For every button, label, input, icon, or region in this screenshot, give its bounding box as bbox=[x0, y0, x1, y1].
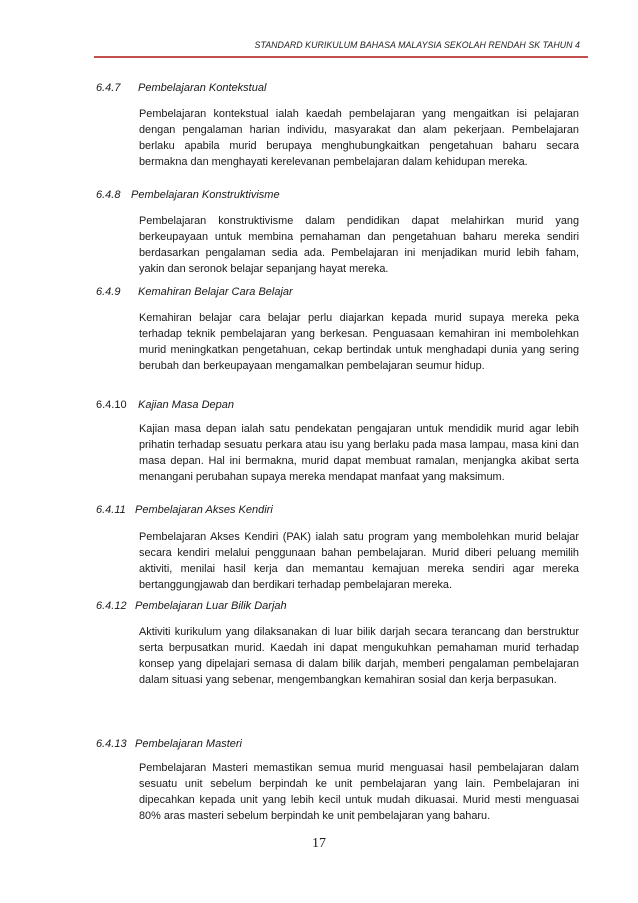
section-body: Pembelajaran Masteri memastikan semua murid menguasai hasil pembelajaran dalam sesuatu unit sebelum berpindah ke unit pembelajaran yang lain. Pembelajaran ini dipecahkan kepada unit yang lebih kecil untuk mudah dikuasai. Murid mesti menguasai 80% aras masteri sebelum berpindah ke unit pembelajaran yang baharu. bbox=[139, 762, 579, 823]
section-number: 6.4.7 bbox=[96, 82, 121, 94]
section-body: Pembelajaran Akses Kendiri (PAK) ialah satu program yang membolehkan murid belajar secara kendiri melalui penggunaan bahan pembelajaran. Murid diberi peluang memilih aktiviti, menilai hasil kerja dan memantau kemajuan mereka sendiri agar mereka bertanggungjawab dan berdikari terhadap pembelajaran mereka. bbox=[139, 531, 579, 592]
section-title: Pembelajaran Masteri bbox=[135, 738, 242, 750]
section-body: Pembelajaran konstruktivisme dalam pendidikan dapat melahirkan murid yang berkeupayaan untuk membina pemahaman dan pengetahuan baharu mereka sendiri berdasarkan pengalaman sedia ada. Pembelajaran ini menjadikan murid lebih faham, yakin dan seronok belajar sepanjang hayat mereka. bbox=[139, 215, 579, 276]
section-title: Pembelajaran Akses Kendiri bbox=[135, 504, 273, 516]
section-heading bbox=[96, 600, 287, 612]
section-body: Aktiviti kurikulum yang dilaksanakan di luar bilik darjah secara terancang dan berstruktur serta berpusatkan murid. Kaedah ini dapat mengukuhkan pemahaman murid terhadap konsep yang dipelajari semasa di dalam bilik darjah, memberi pengalaman pembelajaran dalam situasi yang sebenar, mengembangkan kemahiran sosial dan kerja berpasukan. bbox=[139, 626, 579, 687]
section-heading bbox=[96, 504, 273, 516]
section-heading bbox=[96, 399, 234, 411]
section-heading bbox=[96, 738, 242, 750]
section-number: 6.4.8 bbox=[96, 189, 121, 201]
section-number: 6.4.11 bbox=[96, 504, 126, 516]
section-title: Pembelajaran Konstruktivisme bbox=[131, 189, 280, 201]
section-body: Kajian masa depan ialah satu pendekatan pengajaran untuk mendidik murid agar lebih prihatin terhadap sesuatu perkara atau isu yang berlaku pada masa lampau, masa kini dan masa depan. Hal ini bermakna, murid dapat membuat ramalan, menjangka akibat serta menangani perubahan supaya mereka mendapat manfaat yang maksimum. bbox=[139, 423, 579, 484]
running-header: STANDARD KURIKULUM BAHASA MALAYSIA SEKOLAH RENDAH SK TAHUN 4 bbox=[254, 40, 580, 50]
section-body: Kemahiran belajar cara belajar perlu diajarkan kepada murid supaya mereka peka terhadap teknik pembelajaran yang berkesan. Penguasaan kemahiran ini membolehkan murid meningkatkan pengetahuan, cekap bertindak untuk menghadapi dunia yang sering berubah dan berkeupayaan mengamalkan pembelajaran seumur hidup. bbox=[139, 312, 579, 373]
section-heading bbox=[96, 82, 266, 94]
page-number: 17 bbox=[312, 836, 326, 851]
section-heading bbox=[96, 286, 293, 298]
section-heading bbox=[96, 189, 280, 201]
section-number: 6.4.12 bbox=[96, 600, 127, 612]
section-number: 6.4.13 bbox=[96, 738, 127, 750]
section-title: Pembelajaran Luar Bilik Darjah bbox=[135, 600, 287, 612]
section-number: 6.4.10 bbox=[96, 399, 127, 411]
section-title: Kajian Masa Depan bbox=[138, 399, 235, 411]
header-rule bbox=[94, 56, 588, 58]
section-number: 6.4.9 bbox=[96, 286, 121, 298]
section-title: Kemahiran Belajar Cara Belajar bbox=[138, 286, 293, 298]
section-body: Pembelajaran kontekstual ialah kaedah pembelajaran yang mengaitkan isi pelajaran dengan pengalaman harian individu, masyarakat dan alam pekerjaan. Pembelajaran berlaku apabila murid berupaya menghubungkaitkan pengetahuan baharu secara bermakna dan menghayati kerelevanan pembelajaran dalam kehidupan mereka. bbox=[139, 108, 579, 169]
section-title: Pembelajaran Kontekstual bbox=[138, 82, 267, 94]
